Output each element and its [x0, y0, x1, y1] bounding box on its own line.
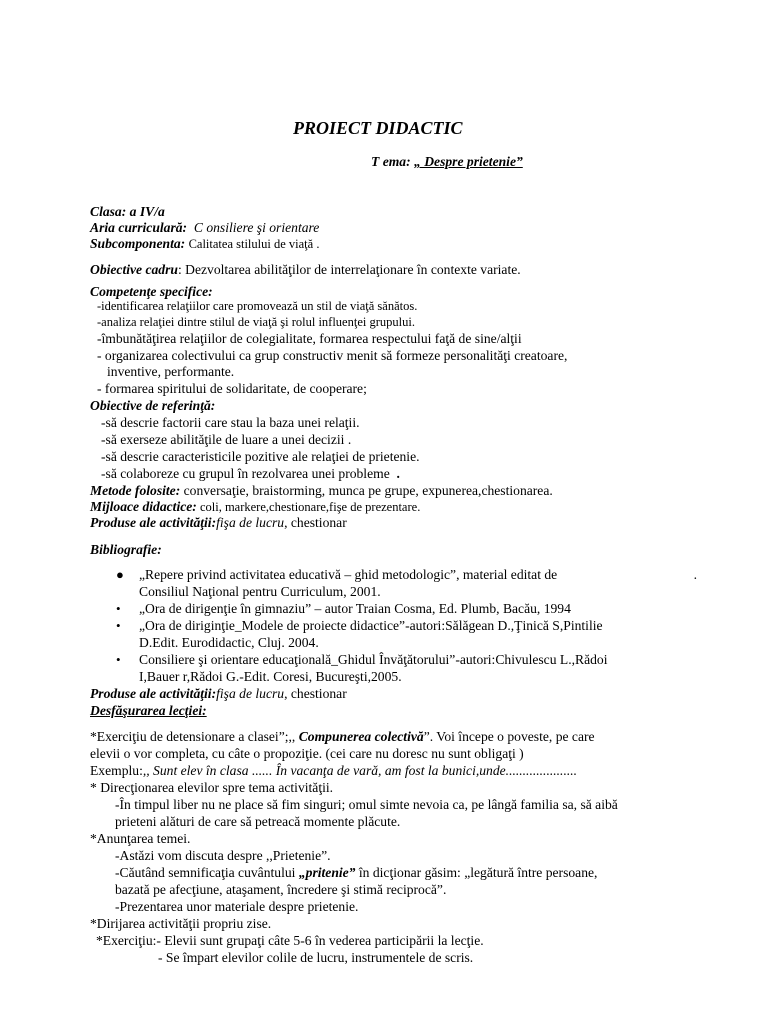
obiectiv-item: -să descrie factorii care stau la baza unei relaţii. — [101, 415, 360, 430]
aria-line — [90, 219, 319, 236]
produse-value-it: fişa de lucru — [216, 686, 285, 701]
produse-value: , chestionar — [284, 515, 347, 530]
text: Exemplu: — [90, 763, 143, 778]
obiectiv-item: -să descrie caracteristicile pozitive ale relaţiei de prietenie. — [101, 449, 420, 464]
produse-line — [90, 514, 347, 531]
competente-heading: Competenţe specifice: — [90, 284, 213, 299]
theme-value: „ Despre prietenie” — [414, 154, 523, 169]
bibliografie-item — [139, 600, 697, 617]
obiectiv-item: -să exerseze abilităţile de luare a unei decizii . — [101, 432, 352, 447]
text: în dicţionar găsim: „legătură între persoane, — [355, 865, 598, 880]
competente-item: -identificarea relaţiilor care promovează un stil de viaţă sănătos. — [97, 299, 418, 313]
competente-item: - formarea spiritului de solidaritate, de cooperare; — [97, 381, 367, 396]
text-bold: Compunerea colectivă — [298, 729, 424, 744]
obiectiv-item — [101, 465, 400, 482]
desfasurare-line: prieteni alături de care să petreacă momente plăcute. — [115, 814, 401, 829]
desfasurare-line: - Se împart elevilor colile de lucru, instrumentele de scris. — [158, 950, 474, 965]
obiective-cadru-value: : Dezvoltarea abilităţilor de interrelaţionare în contexte variate. — [177, 262, 521, 277]
text: bazată pe afecţiune, ataşament, încredere şi stimă reciprocă — [115, 882, 437, 897]
bib-text: Consiliere şi orientare educaţională_Ghidul Învăţătorului”-autori:Chivulescu L.,Rădoi — [139, 652, 608, 667]
bib-text: „Ora de diriginţie_Modele de proiecte didactice”-autori:Sălăgean D.,Ţinică S,Pintilie — [139, 618, 603, 633]
bib-text: Consiliul Naţional pentru Curriculum, 2001. — [139, 584, 381, 599]
theme-label: T ema: — [371, 154, 415, 169]
bibliografie-item — [139, 566, 697, 600]
desfasurare-line: elevii o vor completa, cu câte o propoziţie. (cei care nu doresc nu sunt obligaţi ) — [90, 746, 524, 761]
bullet-icon: ● — [116, 567, 124, 582]
metode-value: conversaţie, braistorming, munca pe grupe, expunerea,chestionarea. — [180, 483, 553, 498]
text: *Exerciţiu de detensionare a clasei”;,, — [90, 729, 299, 744]
mijloace-value: coli, markere,chestionare,fişe de prezentare. — [196, 500, 421, 514]
competente-item: -îmbunătăţirea relaţiilor de colegialitate, formarea respectului faţă de sine/alţii — [97, 331, 522, 346]
desfasurare-heading: Desfăşurarea lecţiei: — [90, 703, 207, 718]
desfasurare-line — [90, 728, 595, 745]
desfasurare-line — [115, 881, 446, 898]
bibliografie-heading: Bibliografie: — [90, 542, 162, 557]
produse-line-2 — [90, 685, 347, 702]
sub-label: Subcomponenta: — [90, 236, 186, 251]
obiectiv-dot: . — [396, 466, 400, 481]
competente-item: inventive, performante. — [107, 364, 235, 379]
competente-item: - organizarea colectivului ca grup constructiv menit să formeze personalităţi creatoare, — [97, 348, 568, 363]
bib-text: D.Edit. Eurodidactic, Cluj. 2004. — [139, 635, 319, 650]
desfasurare-line — [115, 864, 597, 881]
text: ”. Voi începe o poveste, pe care — [423, 729, 595, 744]
bullet-icon: • — [116, 652, 121, 667]
desfasurare-line: -În timpul liber nu ne place să fim singuri; omul simte nevoia ca, pe lângă familia sa, să aibă — [115, 797, 618, 812]
page-title: PROIECT DIDACTIC — [293, 118, 463, 138]
bib-dot: . — [693, 567, 697, 582]
bibliografie-item — [139, 651, 697, 685]
obiective-cadru-line — [90, 261, 521, 278]
obiective-referinta-heading: Obiective de referinţă: — [90, 398, 216, 413]
aria-label: Aria curriculară: — [90, 220, 188, 235]
text: ”. — [436, 882, 447, 897]
produse-label: Produse ale activităţii: — [90, 515, 217, 530]
sub-value: Calitatea stilului de viaţă . — [188, 237, 320, 251]
produse-value-it: fişa de lucru — [216, 515, 285, 530]
text-bold: „pritenie” — [298, 865, 356, 880]
desfasurare-line: * Direcţionarea elevilor spre tema activităţii. — [90, 780, 334, 795]
desfasurare-line: -Prezentarea unor materiale despre prietenie. — [115, 899, 359, 914]
obiective-cadru-label: Obiective cadru — [90, 262, 178, 277]
desfasurare-line — [90, 762, 577, 779]
bullet-icon: • — [116, 618, 121, 633]
desfasurare-line: *Dirijarea activităţii propriu zise. — [90, 916, 272, 931]
subcomponenta-line — [90, 235, 319, 253]
mijloace-label: Mijloace didactice: — [90, 499, 197, 514]
produse-value: , chestionar — [284, 686, 347, 701]
bib-text: „Repere privind activitatea educativă – ghid metodologic”, material editat de — [139, 567, 558, 582]
clasa-line: Clasa: a IV/a — [90, 204, 165, 219]
bib-text: I,Bauer r,Rădoi G.-Edit. Coresi, Bucureşti,2005. — [139, 669, 402, 684]
aria-value: C onsiliere şi orientare — [193, 220, 320, 235]
bullet-icon: • — [116, 601, 121, 616]
text: -Căutând semnificaţia cuvântului — [115, 865, 299, 880]
competente-item: -analiza relaţiei dintre stilul de viaţă şi rolul influenţei grupului. — [97, 315, 415, 329]
metode-line — [90, 482, 553, 499]
produse-label: Produse ale activităţii: — [90, 686, 217, 701]
theme-line — [371, 153, 523, 170]
bibliografie-item — [139, 617, 697, 651]
metode-label: Metode folosite: — [90, 483, 181, 498]
obiectiv-text: -să colaboreze cu grupul în rezolvarea unei probleme — [101, 466, 390, 481]
text-italic: ,, Sunt elev în clasa ...... În vacanţa de vară, am fost la bunici,unde..................... — [142, 763, 578, 778]
desfasurare-line: *Exerciţiu:- Elevii sunt grupaţi câte 5-6 în vederea participării la lecţie. — [96, 933, 484, 948]
desfasurare-line: -Astăzi vom discuta despre ,,Prietenie”. — [115, 848, 331, 863]
desfasurare-line: *Anunţarea temei. — [90, 831, 191, 846]
bib-text: „Ora de dirigenţie în gimnaziu” – autor Traian Cosma, Ed. Plumb, Bacău, 1994 — [139, 601, 571, 616]
